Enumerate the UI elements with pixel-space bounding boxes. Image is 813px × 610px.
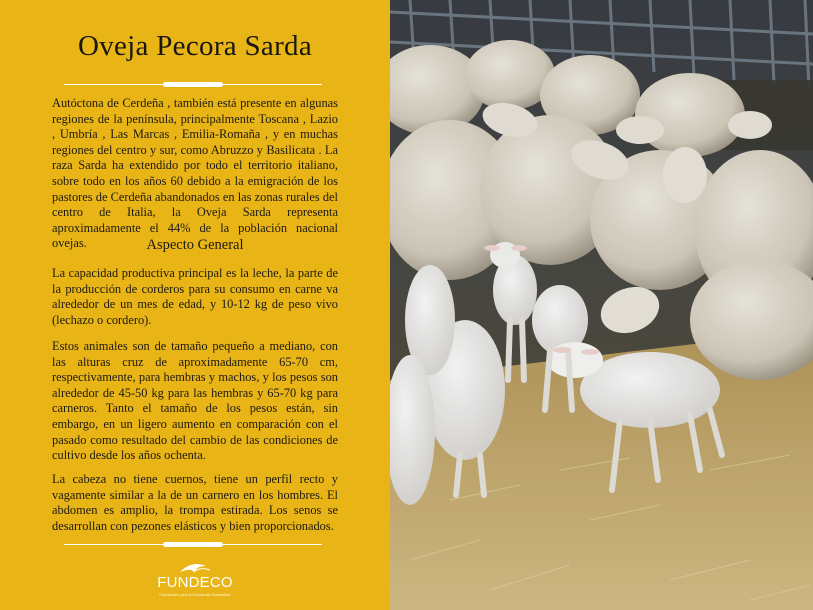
divider-accent: [163, 542, 223, 547]
bottom-divider: [64, 544, 322, 545]
page-title: Oveja Pecora Sarda: [77, 30, 313, 62]
intro-paragraph: [52, 96, 338, 252]
logo-wordmark: FUNDECO: [157, 574, 233, 591]
paragraph-size: [52, 339, 338, 464]
divider-accent: [163, 82, 223, 87]
section-heading: Aspecto General: [146, 237, 244, 253]
fundeco-logo: [150, 558, 240, 608]
paragraph-text: La cabeza no tiene cuernos, tiene un perfil recto y vagamente similar a la de un carnero en los hombres. El abdomen es amplio, la trompa estirada. Los senos se desarrollan con pezones elásticos y bien proporcionados.: [52, 472, 338, 533]
paragraph-production: [52, 266, 338, 328]
paragraph-head: [52, 472, 338, 534]
text-panel: [0, 0, 390, 610]
paragraph-text: Estos animales son de tamaño pequeño a mediano, con las alturas cruz de aproximadamente 65-70 cm, respectivamente, para hembras y machos, y los pesos son alrededor de 45-50 kg para las hembras y 65-70 kg para carneros. Tanto el tamaño de los pesos están, sin embargo, en un ligero aumento en comparación con el pasado como resultado del cambio de las condiciones de cultivo desde los años ochenta.: [52, 339, 338, 463]
sheep-flock-image: [390, 0, 813, 610]
top-divider: [64, 84, 322, 85]
paragraph-text: La capacidad productiva principal es la leche, la parte de la producción de corderos para su consumo en carne va alrededor de un mes de edad, y 10-12 kg de peso vivo (lechazo o cordero).: [52, 266, 338, 327]
intro-text: Autóctona de Cerdeña , también está presente en algunas regiones de la península, principalmente Toscana , Lazio , Umbría , Las Marcas , Emilia-Romaña , y en muchas regiones del centro y sur, como Abruzzo y Basilicata . La raza Sarda ha extendido por todo el territorio italiano, sobre todo en los años 60 debido a la emigración de los pastores de Cerdeña abandonados en las zonas rurales del centro de Italia, la Oveja Sarda representa aproximadamente el 44% de la población nacional ovejas.: [52, 96, 338, 251]
logo-tagline: Fundación para el Desarrollo Sostenible: [159, 592, 231, 597]
sheep-photo: [390, 0, 813, 610]
